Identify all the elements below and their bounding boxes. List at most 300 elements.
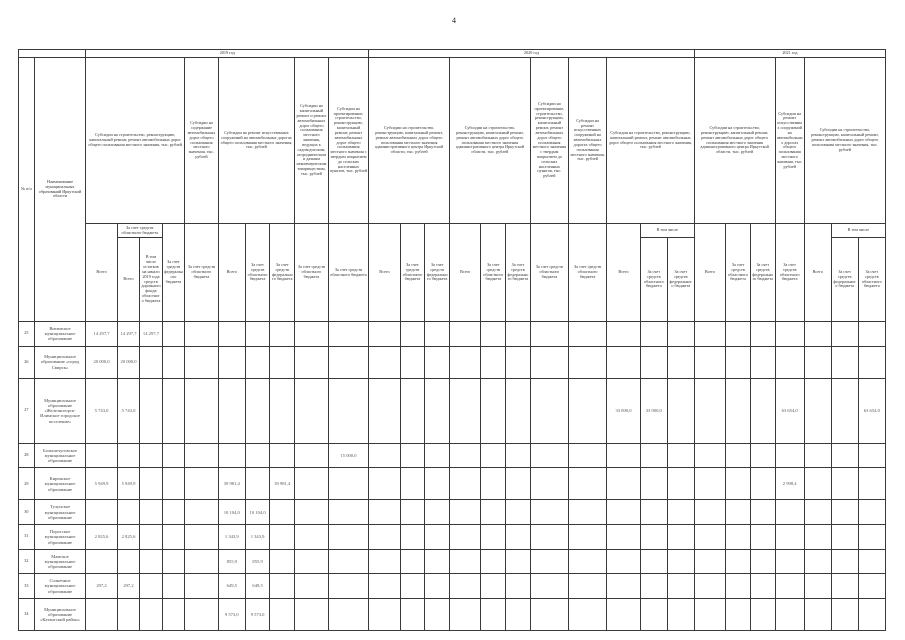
table-cell bbox=[530, 322, 568, 347]
table-cell bbox=[270, 346, 295, 378]
table-cell bbox=[295, 500, 329, 525]
obl-2020-c: За счет средств областного бюджета bbox=[568, 224, 606, 322]
table-cell bbox=[140, 549, 162, 574]
table-cell bbox=[530, 574, 568, 599]
col-2019-a-header: Субсидии на строительство, реконструкцию, капитальный ремонт, ремонт автомобильных дорог общего пользования местного значения, тыс. рублей bbox=[86, 58, 185, 224]
table-cell bbox=[750, 525, 775, 550]
table-cell bbox=[270, 525, 295, 550]
table-cell bbox=[140, 468, 162, 500]
row-municipality-name: Муниципальное образование «город Свирск» bbox=[34, 346, 86, 378]
table-cell bbox=[481, 525, 506, 550]
table-cell bbox=[185, 549, 219, 574]
obl-2020-b: За счет средств областного бюджета bbox=[530, 224, 568, 322]
row-municipality-name: Муниципальное образование «Железногорск-Илимское городское поселение» bbox=[34, 378, 86, 443]
table-cell bbox=[831, 322, 858, 347]
table-cell: 2 825,6 bbox=[117, 525, 139, 550]
col-2020-b-header: Субсидии на проектирование, строительство, реконструкцию, капитальный ремонт, ремонт автомобильных дорог общего пользования местного значения с твердым покрытием до сельских населенных пунктов, тыс. рублей bbox=[530, 58, 568, 224]
table-cell bbox=[369, 500, 400, 525]
table-cell bbox=[140, 443, 162, 468]
table-cell bbox=[481, 443, 506, 468]
table-cell bbox=[86, 549, 117, 574]
table-cell bbox=[804, 468, 831, 500]
table-cell bbox=[568, 378, 606, 443]
vsego-2021-b: Всего bbox=[804, 224, 831, 322]
col-name-header: Наименование муниципальных образований Иркутской области bbox=[34, 58, 86, 322]
table-cell bbox=[568, 322, 606, 347]
table-cell bbox=[750, 378, 775, 443]
table-cell bbox=[694, 322, 725, 347]
vsego-2020-d: Всего bbox=[607, 224, 641, 322]
row-municipality-name: Солнечное муниципальное образование bbox=[34, 574, 86, 599]
table-cell bbox=[667, 525, 694, 550]
table-row bbox=[19, 549, 886, 574]
row-number: 27 bbox=[19, 378, 35, 443]
table-cell bbox=[726, 500, 751, 525]
table-cell bbox=[775, 443, 804, 468]
table-cell bbox=[117, 500, 139, 525]
table-cell bbox=[117, 549, 139, 574]
table-cell bbox=[295, 322, 329, 347]
table-cell bbox=[328, 346, 368, 378]
table-cell: 5 743,0 bbox=[86, 378, 117, 443]
table-cell: 9 573,0 bbox=[218, 598, 245, 630]
row-number: 33 bbox=[19, 574, 35, 599]
row-municipality-name: Порогское муниципальное образование bbox=[34, 525, 86, 550]
table-cell: 2 825,6 bbox=[86, 525, 117, 550]
table-cell bbox=[140, 574, 162, 599]
table-cell bbox=[245, 378, 270, 443]
table-cell bbox=[831, 574, 858, 599]
table-cell: 20 000,0 bbox=[86, 346, 117, 378]
table-cell bbox=[369, 322, 400, 347]
table-cell bbox=[162, 525, 184, 550]
table-cell bbox=[530, 378, 568, 443]
row-municipality-name: Мамское муниципальное образование bbox=[34, 549, 86, 574]
table-cell bbox=[858, 574, 885, 599]
table-cell bbox=[506, 574, 531, 599]
year-2021-header: 2021 год bbox=[694, 50, 885, 58]
col-2019-d-header: Субсидии на капитальный ремонт и ремонт автомобильных дорог общего пользования местного значения, ведущих к садоводческим, огородническим и дачным некоммерческим товариществам, тыс. рублей bbox=[295, 58, 329, 224]
table-cell bbox=[185, 346, 219, 378]
table-cell bbox=[218, 443, 245, 468]
table-cell bbox=[450, 574, 481, 599]
table-cell bbox=[640, 322, 667, 347]
table-cell bbox=[185, 574, 219, 599]
table-cell: 2 998,4 bbox=[775, 468, 804, 500]
table-cell bbox=[425, 443, 450, 468]
table-cell bbox=[667, 468, 694, 500]
tom-chisle-2021-b: В том числе bbox=[831, 224, 885, 238]
table-cell bbox=[726, 378, 751, 443]
table-cell: 63 654,0 bbox=[858, 378, 885, 443]
table-cell bbox=[162, 443, 184, 468]
table-cell bbox=[162, 574, 184, 599]
table-cell bbox=[328, 525, 368, 550]
table-cell bbox=[140, 598, 162, 630]
fed-2019-f: За счет средств федерального бюджета bbox=[425, 224, 450, 322]
row-municipality-name: Большелуговское муниципальное образование bbox=[34, 443, 86, 468]
table-cell bbox=[270, 500, 295, 525]
table-cell bbox=[858, 525, 885, 550]
obl-2019-f: За счет средств областного бюджета bbox=[400, 224, 425, 322]
table-cell bbox=[750, 468, 775, 500]
table-cell bbox=[162, 322, 184, 347]
table-cell bbox=[726, 598, 751, 630]
table-cell bbox=[481, 468, 506, 500]
table-cell bbox=[726, 346, 751, 378]
table-cell bbox=[640, 346, 667, 378]
table-cell bbox=[328, 549, 368, 574]
table-cell bbox=[831, 500, 858, 525]
table-cell bbox=[694, 500, 725, 525]
table-cell bbox=[667, 346, 694, 378]
table-row bbox=[19, 468, 886, 500]
blank-corner bbox=[19, 50, 86, 58]
table-cell bbox=[162, 378, 184, 443]
table-cell: 297,2 bbox=[86, 574, 117, 599]
table-cell: 33 000,0 bbox=[640, 378, 667, 443]
table-cell bbox=[694, 525, 725, 550]
table-cell bbox=[726, 322, 751, 347]
table-cell bbox=[400, 574, 425, 599]
table-cell bbox=[140, 378, 162, 443]
table-cell bbox=[450, 443, 481, 468]
table-cell: 9 573,0 bbox=[245, 598, 270, 630]
table-cell bbox=[425, 525, 450, 550]
subsidy-table-sheet bbox=[18, 49, 886, 631]
table-cell bbox=[162, 549, 184, 574]
table-cell bbox=[530, 468, 568, 500]
table-cell bbox=[400, 346, 425, 378]
table-cell bbox=[694, 549, 725, 574]
table-cell bbox=[328, 574, 368, 599]
table-cell bbox=[858, 346, 885, 378]
col-2020-c-header: Субсидии на ремонт искусственных сооружений на автомобильных дорогах общего пользования местного значения, тыс. рублей bbox=[568, 58, 606, 224]
table-cell bbox=[425, 378, 450, 443]
table-cell bbox=[530, 598, 568, 630]
table-cell bbox=[568, 549, 606, 574]
table-cell bbox=[400, 525, 425, 550]
table-cell bbox=[804, 574, 831, 599]
table-cell: 39 981,4 bbox=[218, 468, 245, 500]
table-cell bbox=[450, 500, 481, 525]
table-cell bbox=[162, 346, 184, 378]
table-cell bbox=[640, 549, 667, 574]
table-cell bbox=[568, 525, 606, 550]
row-number: 32 bbox=[19, 549, 35, 574]
table-cell bbox=[506, 500, 531, 525]
obl-2019-b: За счет средств областного бюджета bbox=[185, 224, 219, 322]
table-cell: 14 297,7 bbox=[140, 322, 162, 347]
table-cell bbox=[775, 500, 804, 525]
table-cell bbox=[640, 500, 667, 525]
table-cell bbox=[185, 322, 219, 347]
table-cell bbox=[369, 549, 400, 574]
table-cell bbox=[831, 598, 858, 630]
table-cell bbox=[369, 574, 400, 599]
table-cell bbox=[667, 378, 694, 443]
col-2020-a-header: Субсидии на строительство, реконструкцию, капитальный ремонт, ремонт автомобильных дорог общего пользования местного значения административного центра Иркутской области, тыс. рублей bbox=[450, 58, 531, 224]
row-municipality-name: Витимское муниципальное образование bbox=[34, 322, 86, 347]
table-cell bbox=[831, 346, 858, 378]
table-cell bbox=[295, 574, 329, 599]
table-cell bbox=[694, 574, 725, 599]
table-cell: 5 949,9 bbox=[86, 468, 117, 500]
table-cell bbox=[218, 322, 245, 347]
table-cell bbox=[804, 322, 831, 347]
col-2019-b-header: Субсидии на содержание автомобильных дорог общего пользования местного значения, тыс. рублей bbox=[185, 58, 219, 224]
table-cell bbox=[162, 598, 184, 630]
table-cell bbox=[270, 598, 295, 630]
year-2019-header: 2019 год bbox=[86, 50, 369, 58]
table-cell bbox=[140, 346, 162, 378]
fed-2019-a: За счет средств федерального бюджета bbox=[162, 224, 184, 322]
table-cell: 15 000,0 bbox=[328, 443, 368, 468]
row-number: 28 bbox=[19, 443, 35, 468]
table-cell bbox=[295, 598, 329, 630]
table-cell bbox=[775, 346, 804, 378]
table-cell bbox=[481, 346, 506, 378]
table-cell: 10 104,0 bbox=[218, 500, 245, 525]
table-cell bbox=[425, 346, 450, 378]
table-cell bbox=[694, 378, 725, 443]
table-cell: 855,9 bbox=[218, 549, 245, 574]
col-2019-e-header: Субсидии на проектирование, строительство, реконструкцию, капитальный ремонт, ремонт автомобильных дорог общего пользования местного значения с твердым покрытием до сельских населенных пунктов, тыс. рублей bbox=[328, 58, 368, 224]
table-cell: 63 654,0 bbox=[775, 378, 804, 443]
table-cell bbox=[400, 468, 425, 500]
tom-chisle-2020-d: В том числе bbox=[640, 224, 694, 238]
fed-2019-c: За счет средств федерального бюджета bbox=[270, 224, 295, 322]
table-cell bbox=[185, 378, 219, 443]
table-cell bbox=[750, 322, 775, 347]
table-cell bbox=[450, 525, 481, 550]
table-cell bbox=[858, 468, 885, 500]
table-cell bbox=[568, 574, 606, 599]
row-number: 29 bbox=[19, 468, 35, 500]
obl-2019-e: За счет средств областного бюджета bbox=[328, 224, 368, 322]
table-cell bbox=[726, 574, 751, 599]
table-cell bbox=[185, 500, 219, 525]
vsego-2020-e: Всего bbox=[694, 224, 725, 322]
col-2021-b-header: Субсидии на строительство, реконструкцию, капитальный ремонт, ремонт автомобильных дорог общего пользования местного значения, тыс. рублей bbox=[804, 58, 885, 224]
table-cell bbox=[726, 549, 751, 574]
ostatki-2019-a: В том числе остатков на начало 2019 года средств дорожного фонда областного бюджета bbox=[140, 238, 162, 322]
page-number: 4 bbox=[452, 16, 456, 25]
col-number-header: № п/п bbox=[19, 58, 35, 322]
table-cell bbox=[640, 598, 667, 630]
table-cell bbox=[750, 443, 775, 468]
table-cell bbox=[775, 525, 804, 550]
row-municipality-name: Муниципальное образование «Катангский район» bbox=[34, 598, 86, 630]
obl-2019-a: За счет средств областного бюджета bbox=[117, 224, 162, 238]
table-cell bbox=[185, 598, 219, 630]
table-cell bbox=[295, 549, 329, 574]
table-cell bbox=[607, 322, 641, 347]
table-row bbox=[19, 443, 886, 468]
table-cell bbox=[750, 598, 775, 630]
table-cell bbox=[694, 443, 725, 468]
table-cell bbox=[831, 378, 858, 443]
table-cell bbox=[640, 468, 667, 500]
obl-2019-d: За счет средств областного бюджета bbox=[295, 224, 329, 322]
obl-2019-c: За счет средств областного бюджета bbox=[245, 224, 270, 322]
table-cell bbox=[369, 346, 400, 378]
table-cell bbox=[506, 468, 531, 500]
table-cell bbox=[640, 525, 667, 550]
table-cell bbox=[640, 443, 667, 468]
table-cell bbox=[775, 574, 804, 599]
table-cell bbox=[506, 443, 531, 468]
table-cell bbox=[831, 525, 858, 550]
table-cell bbox=[162, 468, 184, 500]
table-cell: 649,5 bbox=[218, 574, 245, 599]
table-cell bbox=[450, 598, 481, 630]
obl-2020-e: За счет средств областного бюджета bbox=[726, 224, 751, 322]
table-cell bbox=[270, 574, 295, 599]
table-cell bbox=[86, 598, 117, 630]
table-cell bbox=[607, 549, 641, 574]
table-cell bbox=[117, 598, 139, 630]
table-row bbox=[19, 322, 886, 347]
table-cell bbox=[568, 500, 606, 525]
table-cell: 14 297,7 bbox=[86, 322, 117, 347]
table-cell bbox=[369, 525, 400, 550]
obl-2021-b-sub: За счет средств областного бюджета bbox=[858, 238, 885, 322]
row-number: 30 bbox=[19, 500, 35, 525]
table-cell bbox=[530, 500, 568, 525]
table-row bbox=[19, 378, 886, 443]
table-cell bbox=[425, 549, 450, 574]
table-cell bbox=[831, 549, 858, 574]
table-cell bbox=[775, 598, 804, 630]
table-cell bbox=[530, 443, 568, 468]
table-cell bbox=[270, 549, 295, 574]
table-cell: 39 981,4 bbox=[270, 468, 295, 500]
table-cell bbox=[295, 525, 329, 550]
table-cell bbox=[667, 500, 694, 525]
vsego-2019-f: Всего bbox=[369, 224, 400, 322]
row-number: 31 bbox=[19, 525, 35, 550]
table-cell bbox=[530, 346, 568, 378]
table-cell bbox=[506, 378, 531, 443]
table-cell bbox=[607, 525, 641, 550]
table-cell bbox=[568, 598, 606, 630]
table-cell bbox=[858, 598, 885, 630]
table-cell bbox=[750, 500, 775, 525]
table-cell bbox=[369, 443, 400, 468]
table-cell bbox=[295, 346, 329, 378]
table-cell bbox=[481, 378, 506, 443]
table-cell: 20 000,0 bbox=[117, 346, 139, 378]
obl-2021-a: За счет средств областного бюджета bbox=[775, 224, 804, 322]
obl-2020-a: За счет средств областного бюджета bbox=[481, 224, 506, 322]
table-cell bbox=[481, 322, 506, 347]
table-cell bbox=[295, 378, 329, 443]
table-cell bbox=[400, 322, 425, 347]
table-cell bbox=[400, 378, 425, 443]
table-cell bbox=[667, 549, 694, 574]
table-cell bbox=[218, 378, 245, 443]
table-row bbox=[19, 574, 886, 599]
table-cell bbox=[245, 346, 270, 378]
table-cell bbox=[425, 574, 450, 599]
table-cell bbox=[640, 574, 667, 599]
table-cell bbox=[270, 443, 295, 468]
table-cell bbox=[245, 468, 270, 500]
table-cell bbox=[425, 468, 450, 500]
table-cell bbox=[218, 346, 245, 378]
table-cell bbox=[858, 500, 885, 525]
table-cell bbox=[400, 598, 425, 630]
table-cell: 1 343,9 bbox=[218, 525, 245, 550]
table-cell bbox=[607, 574, 641, 599]
table-cell bbox=[568, 468, 606, 500]
table-cell bbox=[506, 549, 531, 574]
table-cell bbox=[140, 525, 162, 550]
fed-2021-b-sub: За счет средств федерального бюджета bbox=[831, 238, 858, 322]
table-cell bbox=[804, 500, 831, 525]
table-cell bbox=[750, 574, 775, 599]
table-cell bbox=[270, 378, 295, 443]
vsego-2020-a: Всего bbox=[450, 224, 481, 322]
row-number: 25 bbox=[19, 322, 35, 347]
table-cell bbox=[694, 468, 725, 500]
year-2020-header: 2020 год bbox=[369, 50, 695, 58]
vsego-2019-a: Всего bbox=[86, 224, 117, 322]
table-cell bbox=[185, 525, 219, 550]
table-cell bbox=[804, 346, 831, 378]
table-cell bbox=[425, 500, 450, 525]
table-cell bbox=[607, 598, 641, 630]
table-cell bbox=[667, 322, 694, 347]
col-2019-f-header: Субсидии на строительство, реконструкцию, капитальный ремонт, ремонт автомобильных дорог общего пользования местного значения административного центра Иркутской области, тыс. рублей bbox=[369, 58, 450, 224]
table-cell bbox=[831, 443, 858, 468]
table-cell bbox=[726, 468, 751, 500]
col-2020-e-header: Субсидии на строительство, реконструкцию, капитальный ремонт, ремонт автомобильных дорог общего пользования местного значения административного центра Иркутской области, тыс. рублей bbox=[694, 58, 775, 224]
fed-2020-a: За счет средств федерального бюджета bbox=[506, 224, 531, 322]
table-cell bbox=[858, 443, 885, 468]
table-cell bbox=[804, 378, 831, 443]
table-cell bbox=[607, 500, 641, 525]
table-cell: 33 000,0 bbox=[607, 378, 641, 443]
table-cell bbox=[481, 500, 506, 525]
table-cell: 5 949,9 bbox=[117, 468, 139, 500]
table-cell bbox=[481, 549, 506, 574]
table-cell: 649,5 bbox=[245, 574, 270, 599]
table-cell bbox=[162, 500, 184, 525]
table-cell: 10 104,0 bbox=[245, 500, 270, 525]
table-row bbox=[19, 525, 886, 550]
table-cell bbox=[328, 500, 368, 525]
table-cell bbox=[607, 443, 641, 468]
fed-2020-e: За счет средств федерального бюджета bbox=[750, 224, 775, 322]
table-cell bbox=[425, 322, 450, 347]
table-cell: 5 743,0 bbox=[117, 378, 139, 443]
table-cell bbox=[506, 322, 531, 347]
table-cell bbox=[140, 500, 162, 525]
table-cell bbox=[86, 500, 117, 525]
table-cell bbox=[185, 443, 219, 468]
table-cell bbox=[245, 322, 270, 347]
col-2019-c-header: Субсидии на ремонт искусственных сооружений на автомобильных дорогах общего пользования местного значения, тыс. рублей bbox=[218, 58, 294, 224]
obl-2020-d-sub: За счет средств областного бюджета bbox=[640, 238, 667, 322]
table-cell bbox=[245, 443, 270, 468]
table-cell bbox=[726, 443, 751, 468]
table-cell bbox=[530, 525, 568, 550]
table-cell bbox=[667, 443, 694, 468]
table-cell bbox=[568, 346, 606, 378]
table-cell bbox=[804, 549, 831, 574]
